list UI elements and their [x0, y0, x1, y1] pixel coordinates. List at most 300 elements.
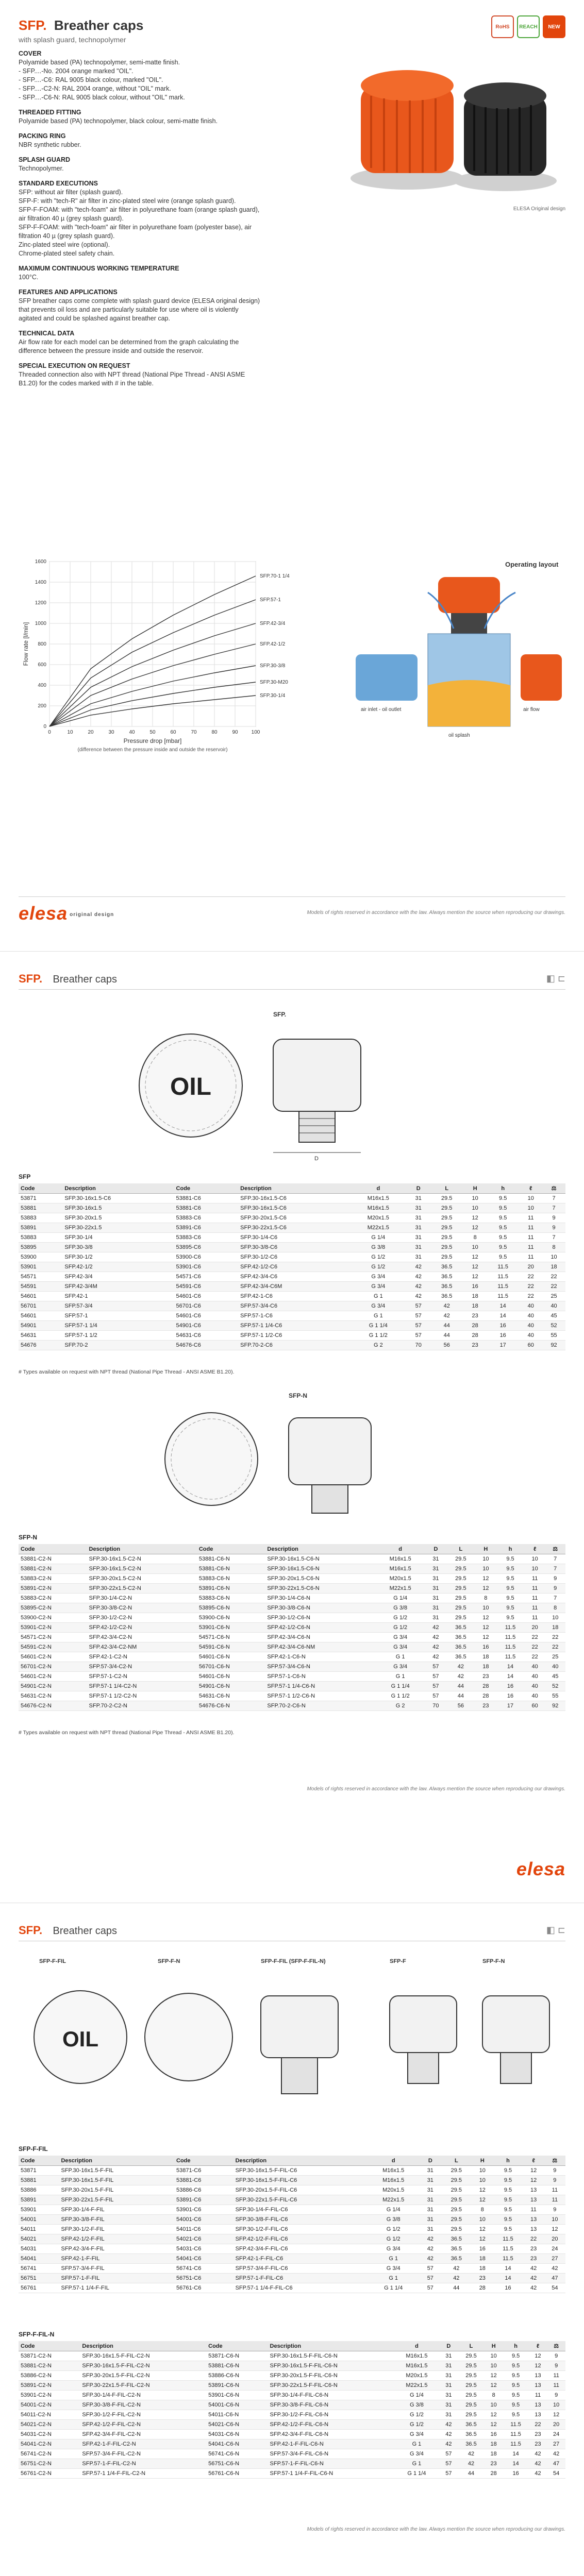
- table-cell: 53900-C6-N: [197, 1613, 265, 1623]
- table-cell: 42: [407, 1282, 430, 1292]
- table-cell: SFP.42-1/2-F-FIL-C2-N: [80, 2420, 206, 2430]
- table-cell: 9.5: [503, 2391, 528, 2400]
- elesa-logo: [19, 903, 114, 924]
- table-cell: 56761-C6: [174, 2283, 233, 2293]
- table-row: [19, 1341, 565, 1350]
- table-cell: 9.5: [493, 2215, 523, 2225]
- table-cell: 53901-C6: [174, 1262, 239, 1272]
- table-cell: 22: [525, 1642, 545, 1652]
- table-cell: 29.5: [441, 2215, 472, 2225]
- table-cell: 8: [463, 1233, 487, 1243]
- table-cell: SFP.30-20x1.5-F-FIL: [59, 2185, 174, 2195]
- table-row: [19, 1292, 565, 1301]
- column-header: ℓ: [529, 2341, 547, 2351]
- x-tick-label: 100: [251, 730, 260, 735]
- table-cell: 10: [476, 1554, 496, 1564]
- table-cell: 17: [496, 1701, 525, 1711]
- table-cell: 29.5: [446, 1594, 475, 1603]
- table-cell: SFP.70-2-C6: [238, 1341, 349, 1350]
- table-row: [19, 1652, 565, 1662]
- table-cell: 9: [547, 2351, 565, 2361]
- table-cell: 31: [426, 1554, 446, 1564]
- table-cell: 23: [463, 1311, 487, 1321]
- table-cell: 9: [542, 1223, 565, 1233]
- product-code: SFP.: [19, 972, 43, 985]
- table-header-row: [19, 2156, 565, 2166]
- table-cell: 29.5: [441, 2225, 472, 2234]
- table-cell: 18: [476, 1652, 496, 1662]
- table-cell: 31: [420, 2185, 441, 2195]
- table-cell: 10: [485, 2400, 503, 2410]
- table-cell: 20: [519, 1262, 542, 1272]
- table-cell: 36.5: [430, 1282, 463, 1292]
- technical-heading: TECHNICAL DATA: [19, 330, 75, 337]
- table-cell: 53900: [19, 1252, 62, 1262]
- table-cell: SFP.57-1-C6-N: [265, 1672, 375, 1682]
- table-cell: 29.5: [446, 1574, 475, 1584]
- table-cell: 54571-C6: [174, 1272, 239, 1282]
- table-cell: 29.5: [446, 1584, 475, 1594]
- table-cell: 54676-C6: [174, 1341, 239, 1350]
- table-cell: 16: [476, 1642, 496, 1652]
- table-cell: 11: [547, 2371, 565, 2381]
- table-cell: 22: [525, 1633, 545, 1642]
- table-cell: 53881-C6: [174, 1204, 239, 1213]
- table-cell: 56741: [19, 2264, 59, 2274]
- table-cell: 23: [472, 2274, 493, 2283]
- table-cell: 9.5: [503, 2410, 528, 2420]
- table-cell: 12: [463, 1213, 487, 1223]
- table-cell: SFP.42-1/2: [62, 1262, 174, 1272]
- table-cell: 57: [420, 2283, 441, 2293]
- table-cell: 31: [426, 1613, 446, 1623]
- table-cell: 12: [485, 2420, 503, 2430]
- table-cell: 25: [542, 1292, 565, 1301]
- table-cell: SFP.42-3/4-F-FIL-C6-N: [268, 2430, 394, 2439]
- column-header: H: [485, 2341, 503, 2351]
- table-cell: 54001-C6: [174, 2215, 233, 2225]
- x-tick-label: 40: [129, 730, 135, 735]
- table-cell: SFP.30-3/8-F-FIL: [59, 2215, 174, 2225]
- table-cell: 54: [547, 2469, 565, 2479]
- table-cell: G 3/4: [394, 2449, 439, 2459]
- table-cell: SFP.57-1-F-FIL-C6: [233, 2274, 368, 2283]
- table-cell: 31: [426, 1603, 446, 1613]
- table-row: [19, 1311, 565, 1321]
- table-cell: 53886-C2-N: [19, 2371, 80, 2381]
- table-cell: 12: [472, 2185, 493, 2195]
- table-title: SFP-N: [19, 1534, 37, 1541]
- fitting-text: Polyamide based (PA) technopolymer, black colour, semi-matte finish.: [19, 117, 218, 125]
- table-cell: 42: [426, 1642, 446, 1652]
- table-cell: SFP.30-3/8-F-FIL-C6-N: [268, 2400, 394, 2410]
- table-cell: 28: [463, 1331, 487, 1341]
- table-cell: SFP.30-20x1.5-F-FIL-C6-N: [268, 2371, 394, 2381]
- table-row: [19, 1301, 565, 1311]
- table-row: [19, 1613, 565, 1623]
- table-cell: 10: [545, 1613, 565, 1623]
- table-cell: SFP.57-1: [62, 1311, 174, 1321]
- cover-line: Polyamide based (PA) technopolymer, semi-matte finish.: [19, 59, 180, 66]
- table-cell: 18: [472, 2254, 493, 2264]
- table-cell: 56701: [19, 1301, 62, 1311]
- table-cell: 40: [525, 1682, 545, 1691]
- cover-line: - SFP....-C6: RAL 9005 black colour, marked "OIL".: [19, 76, 163, 83]
- table-row: [19, 1204, 565, 1213]
- table-cell: SFP.30-22x1.5-F-FIL-C2-N: [80, 2381, 206, 2391]
- table-header-row: [19, 2341, 565, 2351]
- drawing-label: SFP-F-FIL (SFP-F-FIL-N): [261, 1958, 326, 1964]
- table-cell: SFP.42-1-F-FIL-C2-N: [80, 2439, 206, 2449]
- table-cell: SFP.30-16x1.5-F-FIL-C2-N: [80, 2361, 206, 2371]
- table-cell: G 3/4: [375, 1642, 426, 1652]
- table-cell: 54571: [19, 1272, 62, 1282]
- table-cell: 36.5: [446, 1642, 475, 1652]
- table-cell: G 3/4: [367, 2264, 420, 2274]
- table-cell: 44: [458, 2469, 485, 2479]
- table-cell: SFP.30-20x1.5-F-FIL-C6: [233, 2185, 368, 2195]
- table-row: [19, 1603, 565, 1613]
- y-tick-label: 600: [38, 662, 46, 668]
- table-cell: SFP.30-20x1.5: [62, 1213, 174, 1223]
- table-cell: 12: [485, 2410, 503, 2420]
- table-row: [19, 1243, 565, 1252]
- table-cell: 60: [519, 1341, 542, 1350]
- table-cell: 42: [523, 2264, 544, 2274]
- table-cell: 9.5: [503, 2361, 528, 2371]
- catalogue-page-1: [0, 0, 584, 952]
- execution-line: SFP: without air filter (splash guard).: [19, 189, 123, 196]
- table-cell: 13: [529, 2371, 547, 2381]
- table-row: [19, 2459, 565, 2469]
- table-cell: 36.5: [446, 1633, 475, 1642]
- table-cell: SFP.30-1/2-F-FIL: [59, 2225, 174, 2234]
- table-cell: M16x1.5: [349, 1204, 407, 1213]
- table-cell: SFP.30-16x1.5-F-FIL-C6: [233, 2176, 368, 2185]
- table-cell: 16: [487, 1331, 519, 1341]
- table-cell: 42: [407, 1262, 430, 1272]
- table-cell: SFP.42-1-C2-N: [87, 1652, 197, 1662]
- guard-text: Technopolymer.: [19, 165, 64, 172]
- table-cell: 53900-C6: [174, 1252, 239, 1262]
- table-cell: 42: [458, 2449, 485, 2459]
- table-cell: 57: [407, 1311, 430, 1321]
- specification-text: [19, 49, 261, 388]
- table-cell: 9.5: [496, 1584, 525, 1594]
- cover-line: - SFP....-C2-N: RAL 2004 orange, without "OIL" mark.: [19, 85, 171, 92]
- product-code: SFP.: [19, 18, 47, 33]
- table-cell: 54011-C6-N: [206, 2410, 268, 2420]
- table-cell: 12: [476, 1623, 496, 1633]
- column-header: ⚖: [547, 2341, 565, 2351]
- table-cell: G 2: [375, 1701, 426, 1711]
- table-cell: 53891: [19, 2195, 59, 2205]
- table-cell: SFP.42-3/4-F-FIL: [59, 2244, 174, 2254]
- table-cell: 54631: [19, 1331, 62, 1341]
- table-cell: 23: [485, 2459, 503, 2469]
- page-header: [19, 18, 565, 44]
- table-cell: 54631-C2-N: [19, 1691, 87, 1701]
- table-cell: 11: [547, 2381, 565, 2391]
- table-cell: G 3/4: [349, 1272, 407, 1282]
- table-row: [19, 2166, 565, 2176]
- series-label: SFP.57-1: [260, 597, 281, 603]
- series-label: SFP.70-1 1/4: [260, 573, 290, 579]
- table-cell: 8: [545, 1603, 565, 1613]
- table-cell: G 1: [375, 1672, 426, 1682]
- column-header: Description: [87, 1544, 197, 1554]
- table-cell: 31: [440, 2400, 458, 2410]
- table-cell: 10: [485, 2351, 503, 2361]
- sfp-table: [19, 1183, 565, 1350]
- column-header: ℓ: [525, 1544, 545, 1554]
- table-cell: 54031-C6: [174, 2244, 233, 2254]
- table-cell: 53871-C6-N: [206, 2351, 268, 2361]
- table-cell: 40: [525, 1662, 545, 1672]
- table-cell: SFP.57-3/4-F-FIL-C6-N: [268, 2449, 394, 2459]
- table-cell: 92: [545, 1701, 565, 1711]
- table-cell: 31: [407, 1204, 430, 1213]
- column-header: ℓ: [523, 2156, 544, 2166]
- table-cell: 54591-C2-N: [19, 1642, 87, 1652]
- table-cell: SFP.30-22x1.5-C6: [238, 1223, 349, 1233]
- table-row: [19, 2244, 565, 2254]
- copyright-note: Models of rights reserved in accordance with the law. Always mention the source when reproducing our drawings.: [307, 1786, 565, 1792]
- table-cell: 31: [420, 2225, 441, 2234]
- table-cell: M20x1.5: [367, 2185, 420, 2195]
- table-cell: SFP.42-3/4-C6-NM: [265, 1642, 375, 1652]
- table-cell: 56701-C6-N: [197, 1662, 265, 1672]
- table-cell: SFP.30-22x1.5-C2-N: [87, 1584, 197, 1594]
- table-cell: SFP.30-16x1.5-C6: [238, 1194, 349, 1204]
- table-cell: SFP.30-1/4: [62, 1233, 174, 1243]
- table-cell: SFP.30-16x1.5-F-FIL-C6: [233, 2166, 368, 2176]
- table-cell: 54031-C6-N: [206, 2430, 268, 2439]
- table-cell: G 1: [394, 2439, 439, 2449]
- table-cell: 9: [544, 2166, 565, 2176]
- table-cell: SFP.30-16x1.5-F-FIL-C6-N: [268, 2361, 394, 2371]
- table-row: [19, 2351, 565, 2361]
- table-cell: SFP.30-16x1.5-C2-N: [87, 1564, 197, 1574]
- elesa-logo: [516, 1858, 565, 1880]
- x-tick-label: 90: [232, 730, 238, 735]
- table-cell: SFP.42-1/2-C6: [238, 1262, 349, 1272]
- table-cell: 56: [430, 1341, 463, 1350]
- column-header: Description: [233, 2156, 368, 2166]
- table-cell: 31: [420, 2195, 441, 2205]
- table-cell: 9.5: [487, 1252, 519, 1262]
- table-cell: G 3/4: [367, 2244, 420, 2254]
- product-subtitle: with splash guard, technopolymer: [19, 36, 126, 44]
- table-cell: 28: [485, 2469, 503, 2479]
- features-heading: FEATURES AND APPLICATIONS: [19, 289, 118, 296]
- column-header: Code: [19, 1544, 87, 1554]
- table-cell: SFP.57-1 1/4-F-FIL-C2-N: [80, 2469, 206, 2479]
- table-cell: 9.5: [496, 1554, 525, 1564]
- table-cell: 54021-C6-N: [206, 2420, 268, 2430]
- table-cell: 22: [519, 1292, 542, 1301]
- table-cell: 25: [545, 1652, 565, 1662]
- table-cell: 53901-C6: [174, 2205, 233, 2215]
- table-cell: 18: [542, 1262, 565, 1272]
- table-cell: SFP.42-1/2-F-FIL-C6: [233, 2234, 368, 2244]
- table-cell: 42: [426, 1652, 446, 1662]
- table-cell: M16x1.5: [349, 1194, 407, 1204]
- table-cell: M16x1.5: [394, 2351, 439, 2361]
- table-cell: 53883-C2-N: [19, 1594, 87, 1603]
- table-cell: SFP.57-1 1/4: [62, 1321, 174, 1331]
- table-cell: 53895: [19, 1243, 62, 1252]
- column-header: L: [441, 2156, 472, 2166]
- table-cell: 31: [440, 2371, 458, 2381]
- table-cell: 36.5: [430, 1272, 463, 1282]
- table-cell: SFP.30-1/4-F-FIL-C6-N: [268, 2391, 394, 2400]
- table-cell: SFP.30-20x1.5-C2-N: [87, 1574, 197, 1584]
- table-cell: 9.5: [496, 1603, 525, 1613]
- table-cell: 23: [463, 1341, 487, 1350]
- table-cell: 57: [420, 2274, 441, 2283]
- chart-x-note: (difference between the pressure inside and outside the reservoir): [77, 747, 228, 753]
- table-cell: 29.5: [446, 1554, 475, 1564]
- table-cell: 57: [407, 1331, 430, 1341]
- table-cell: SFP.70-2-C2-N: [87, 1701, 197, 1711]
- table-cell: G 3/4: [349, 1282, 407, 1292]
- table-cell: 10: [544, 2215, 565, 2225]
- table-cell: 8: [485, 2391, 503, 2400]
- table-cell: 53881-C6-N: [197, 1564, 265, 1574]
- column-header: ⚖: [545, 1544, 565, 1554]
- table-cell: 29.5: [441, 2166, 472, 2176]
- table-cell: 10: [519, 1194, 542, 1204]
- column-header: h: [493, 2156, 523, 2166]
- table-cell: 40: [525, 1672, 545, 1682]
- operating-label: air inlet - oil outlet: [361, 707, 402, 713]
- table-cell: 9.5: [487, 1223, 519, 1233]
- table-cell: SFP.42-3/4-C6: [238, 1272, 349, 1282]
- table-cell: 22: [525, 1652, 545, 1662]
- table-cell: 70: [407, 1341, 430, 1350]
- table-cell: 55: [545, 1691, 565, 1701]
- table-cell: SFP.57-1 1/4-C6-N: [265, 1682, 375, 1691]
- x-tick-label: 30: [108, 730, 114, 735]
- table-cell: SFP.30-1/2-F-FIL-C6: [233, 2225, 368, 2234]
- table-cell: G 1: [367, 2274, 420, 2283]
- table-cell: SFP.57-1 1/2: [62, 1331, 174, 1341]
- table-cell: 10: [472, 2166, 493, 2176]
- table-cell: 45: [542, 1311, 565, 1321]
- table-cell: 9.5: [493, 2185, 523, 2195]
- table-cell: 23: [529, 2439, 547, 2449]
- table-header-row: [19, 1183, 565, 1194]
- table-cell: SFP.42-3/4-C2-N: [87, 1633, 197, 1642]
- table-row: [19, 2361, 565, 2371]
- table-cell: 53901-C6-N: [206, 2391, 268, 2400]
- series-label: SFP.30-1/4: [260, 693, 286, 699]
- table-cell: 12: [472, 2195, 493, 2205]
- table-cell: SFP.42-1-F-FIL-C6-N: [268, 2439, 394, 2449]
- table-cell: G 3/4: [375, 1662, 426, 1672]
- table-cell: 11: [519, 1213, 542, 1223]
- table-row: [19, 2439, 565, 2449]
- sfp-f-fil-table: [19, 2156, 565, 2293]
- table-cell: SFP.30-22x1.5-F-FIL: [59, 2195, 174, 2205]
- sfp-n-technical-drawing: [155, 1389, 423, 1523]
- table-cell: 29.5: [430, 1223, 463, 1233]
- table-cell: 53895-C2-N: [19, 1603, 87, 1613]
- table-cell: 27: [544, 2254, 565, 2264]
- table-cell: 16: [503, 2469, 528, 2479]
- table-cell: 42: [420, 2234, 441, 2244]
- table-row: [19, 2215, 565, 2225]
- table-cell: 54676-C2-N: [19, 1701, 87, 1711]
- table-cell: SFP.30-22x1.5: [62, 1223, 174, 1233]
- table-cell: G 1 1/4: [349, 1321, 407, 1331]
- table-note: # Types available on request with NPT thread (National Pipe Thread - ANSI ASME B1.20).: [19, 1369, 235, 1375]
- table-cell: 12: [523, 2166, 544, 2176]
- table-cell: G 1 1/4: [394, 2469, 439, 2479]
- table-cell: 42: [441, 2264, 472, 2274]
- table-cell: 44: [446, 1682, 475, 1691]
- table-cell: SFP.30-20x1.5-C6: [238, 1213, 349, 1223]
- sfp-technical-drawing: [124, 1008, 412, 1163]
- table-cell: 29.5: [458, 2410, 485, 2420]
- table-cell: SFP.30-22x1.5-F-FIL-C6: [233, 2195, 368, 2205]
- table-cell: 12: [485, 2371, 503, 2381]
- table-cell: G 1 1/4: [375, 1682, 426, 1691]
- table-cell: 54601-C6: [174, 1292, 239, 1301]
- table-cell: G 1: [394, 2459, 439, 2469]
- operating-layout-diagram: [351, 556, 567, 762]
- table-cell: 42: [441, 2274, 472, 2283]
- table-cell: 52: [545, 1682, 565, 1691]
- table-cell: 29.5: [441, 2176, 472, 2185]
- table-cell: G 3/4: [394, 2430, 439, 2439]
- table-cell: 12: [463, 1272, 487, 1282]
- column-header: L: [458, 2341, 485, 2351]
- table-cell: 53895-C6: [174, 1243, 239, 1252]
- table-cell: 9: [545, 1584, 565, 1594]
- table-cell: SFP.30-1/4-F-FIL: [59, 2205, 174, 2215]
- table-cell: 53881: [19, 1204, 62, 1213]
- table-cell: 9.5: [487, 1213, 519, 1223]
- table-cell: 44: [441, 2283, 472, 2293]
- table-cell: SFP.42-3/4-C6M: [238, 1282, 349, 1292]
- table-cell: G 1 1/2: [375, 1691, 426, 1701]
- table-cell: M20x1.5: [394, 2371, 439, 2381]
- table-cell: 54591-C6: [174, 1282, 239, 1292]
- drawing-label: SFP-N: [289, 1392, 307, 1399]
- table-cell: 54601: [19, 1311, 62, 1321]
- table-cell: 29.5: [458, 2361, 485, 2371]
- table-cell: 11: [519, 1252, 542, 1262]
- table-cell: 10: [472, 2176, 493, 2185]
- table-note: # Types available on request with NPT thread (National Pipe Thread - ANSI ASME B1.20).: [19, 1730, 235, 1736]
- table-cell: 11.5: [493, 2244, 523, 2254]
- table-cell: 36.5: [458, 2430, 485, 2439]
- execution-line: SFP-F-FOAM: with "tech-foam" air filter in polyurethane foam (orange splash guard), air filtration 40 µ (grey splash guard).: [19, 206, 260, 222]
- table-cell: 92: [542, 1341, 565, 1350]
- table-cell: SFP.57-1-F-FIL-C6-N: [268, 2459, 394, 2469]
- table-cell: SFP.42-1-C6: [238, 1292, 349, 1301]
- ring-text: NBR synthetic rubber.: [19, 141, 81, 148]
- table-cell: 8: [542, 1243, 565, 1252]
- table-cell: 54631-C6-N: [197, 1691, 265, 1701]
- table-cell: 11.5: [503, 2439, 528, 2449]
- table-row: [19, 1672, 565, 1682]
- table-cell: 53871: [19, 1194, 62, 1204]
- table-cell: 14: [503, 2449, 528, 2459]
- table-cell: 22: [519, 1282, 542, 1292]
